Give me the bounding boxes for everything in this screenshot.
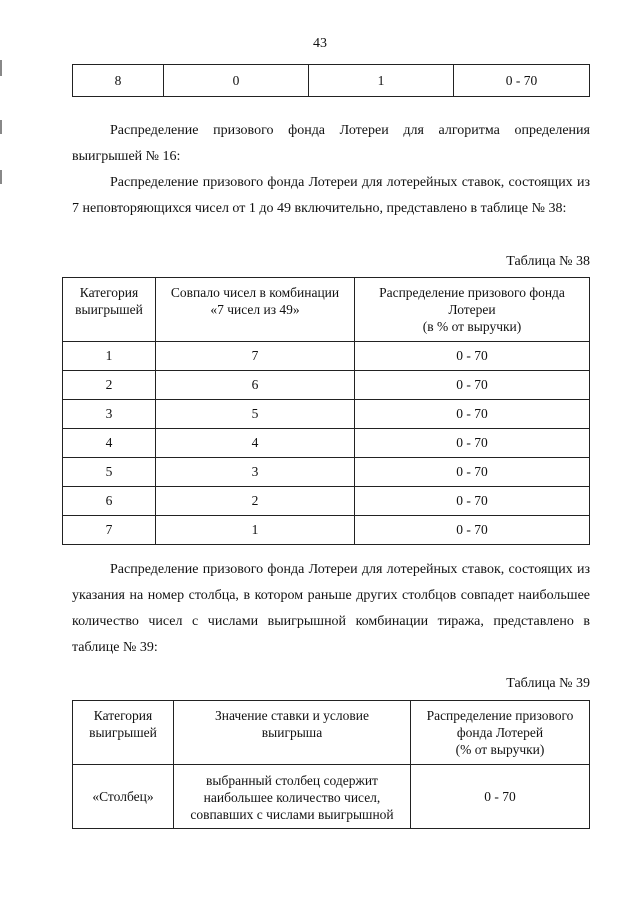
top-table xyxy=(72,64,590,97)
table-cell: 1 xyxy=(309,65,454,97)
table-header: Категория выигрышей xyxy=(73,701,174,765)
table-row xyxy=(73,765,590,829)
table-row: 5 3 0 - 70 xyxy=(63,458,590,487)
table-header: Категория выигрышей xyxy=(63,278,156,342)
table-header: Распределение призового фонда Лотерей (% от выручки) xyxy=(411,701,590,765)
table-row: 6 2 0 - 70 xyxy=(63,487,590,516)
table-row: 7 1 0 - 70 xyxy=(63,516,590,545)
condition-cell: выбранный столбец содержит наибольшее количество чисел, совпавших с числами выигрышной xyxy=(174,765,411,829)
table-header: Значение ставки и условие выигрыша xyxy=(174,701,411,765)
paragraph: Распределение призового фонда Лотереи для лотерейных ставок, состоящих из указания на номер столбца, в котором раньше других столбцов совпадет наибольшее количество чисел с числами выигрышной комбинации тиража, представлено в таблице № 39: xyxy=(72,562,590,655)
paragraph: Распределение призового фонда Лотереи для алгоритма определения выигрышей № 16: xyxy=(72,123,590,164)
page-number: 43 xyxy=(313,36,327,51)
table-caption: Таблица № 39 xyxy=(506,676,590,691)
table-cell: 8 xyxy=(73,65,164,97)
scan-artifact xyxy=(0,170,2,184)
table-caption: Таблица № 38 xyxy=(506,254,590,269)
table-row: 2 6 0 - 70 xyxy=(63,371,590,400)
scan-artifact xyxy=(0,60,2,76)
paragraph: Распределение призового фонда Лотереи для лотерейных ставок, состоящих из 7 неповторяющихся чисел от 1 до 49 включительно, представлено в таблице № 38: xyxy=(72,175,590,216)
scan-artifact xyxy=(0,120,2,134)
table-row: 4 4 0 - 70 xyxy=(63,429,590,458)
table-row: 3 5 0 - 70 xyxy=(63,400,590,429)
table-cell: 0 - 70 xyxy=(454,65,590,97)
table-39 xyxy=(72,700,590,829)
table-row: 1 7 0 - 70 xyxy=(63,342,590,371)
table-header: Совпало чисел в комбинации «7 чисел из 49» xyxy=(156,278,355,342)
table-cell: 0 xyxy=(164,65,309,97)
value-cell: 0 - 70 xyxy=(411,765,590,829)
table-38 xyxy=(62,277,590,545)
table-header: Распределение призового фонда Лотереи (в % от выручки) xyxy=(355,278,590,342)
category-cell: «Столбец» xyxy=(73,765,174,829)
